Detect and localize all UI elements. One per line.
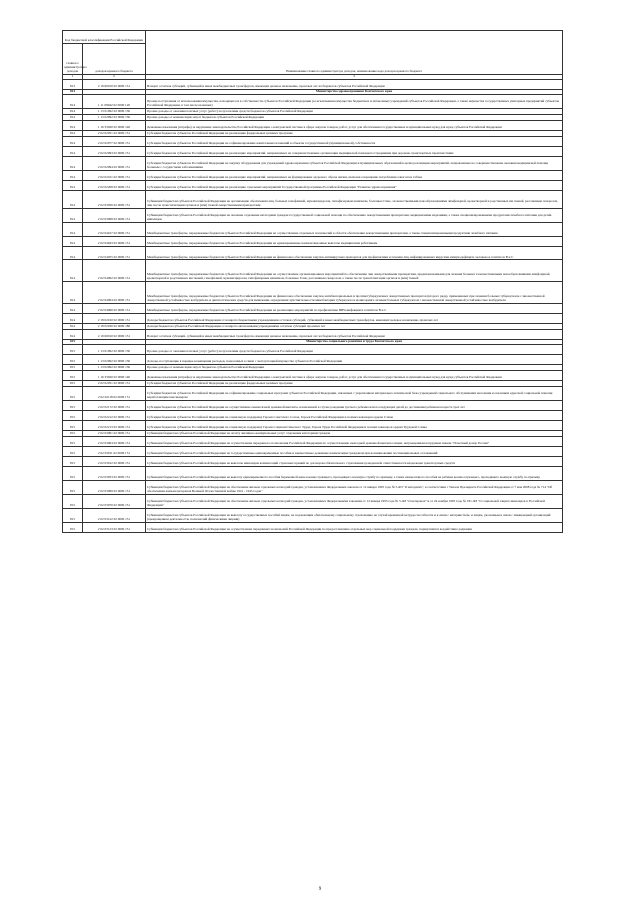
section-title: Министерство здравоохранения Камчатского края (146, 90, 563, 95)
admin-code-cell: 815 (63, 344, 83, 354)
revenue-name-cell: Межбюджетные трансферты, передаваемые бюджетам субъектов Российской Федерации на финансовое обеспечение закупок антивирусных препаратов для профилактики и лечения лиц, инфицированных вирусами иммунодефицита человека и гепатитов В и С (146, 246, 563, 260)
revenue-administrators-table (62, 30, 563, 533)
revenue-name-cell: Прочие доходы от компенсации затрат бюджетов субъектов Российской Федерации (146, 364, 563, 370)
table-row (63, 508, 563, 522)
revenue-code-cell: 2 02 03068 02 0000 151 (83, 208, 146, 222)
revenue-name-cell: Денежные взыскания (штрафы) за нарушение законодательства Российской Федерации о контрактной системе в сфере закупок товаров, работ, услуг для обеспечения государственных и муниципальных нужд для нужд субъектов Российской Федерации (146, 120, 563, 130)
revenue-name-cell: Субсидии бюджетам субъектов Российской Федерации на реализацию мероприятий, направленных на формирование здорового образа жизни, включая сокращение потребления алкоголя и табака (146, 170, 563, 180)
revenue-code-cell: 2 02 02093 02 0000 151 (83, 147, 146, 157)
admin-code-cell: 815 (63, 456, 83, 466)
revenue-code-cell: 2 02 03123 02 0000 151 (83, 522, 146, 532)
revenue-code-cell: 2 02 04017 02 0000 151 (83, 222, 146, 236)
revenue-name-cell: Межбюджетные трансферты, передаваемые бюджетам субъектов Российской Федерации на осуществление отдельных полномочий в области обеспечения лекарственными препаратами, а также специализированными продуктами лечебного питания (146, 222, 563, 236)
revenue-name-cell: Возврат остатков субсидий, субвенций и иных межбюджетных трансфертов, имеющих целевое назначение, прошлых лет из бюджетов субъектов Российской Федерации (146, 80, 563, 90)
table-row (63, 120, 563, 130)
admin-code-cell: 815 (63, 446, 83, 456)
admin-code-cell: 815 (63, 400, 83, 410)
revenue-code-cell: 1 13 01992 02 0000 130 (83, 344, 146, 354)
admin-code-cell: 815 (63, 354, 83, 364)
table-row (63, 282, 563, 304)
revenue-code-cell: 2 19 60010 02 0000 151 (83, 329, 146, 339)
table-row (63, 480, 563, 494)
revenue-code-cell: 2 02 03011 02 0000 151 (83, 446, 146, 456)
table-row (63, 344, 563, 354)
table-row (63, 446, 563, 456)
table-row (63, 522, 563, 532)
table-row (63, 137, 563, 147)
table-row (63, 370, 563, 380)
revenue-name-cell: Денежные взыскания (штрафы) за нарушение законодательства Российской Федерации о контрактной системе в сфере закупок товаров, работ, услуг для обеспечения государственных и муниципальных нужд для нужд субъектов Российской Федерации (146, 370, 563, 380)
revenue-code-cell: 2 02 04043 02 0000 151 (83, 236, 146, 246)
revenue-code-cell: 2 02 02172 02 0000 151 (83, 400, 146, 410)
revenue-name-cell: Субсидии бюджетам субъектов Российской Федерации на софинансирование капитальных вложений в объекты государственной (муниципальной) собственности (146, 137, 563, 147)
admin-code-cell: 814 (63, 130, 83, 136)
revenue-code-cell: 2 02 03070 02 0000 151 (83, 494, 146, 508)
revenue-name-cell: Субвенции бюджетам субъектов Российской Федерации на осуществление переданных полномочий Российской Федерации по предоставлению отдельных мер социальной поддержки граждан, подвергшихся воздействию радиации (146, 522, 563, 532)
admin-code-cell: 815 (63, 430, 83, 436)
table-row (63, 466, 563, 480)
revenue-name-cell: Субсидии бюджетам субъектов Российской Федерации на реализацию мероприятий, направленных на совершенствование организации медицинской помощи пострадавшим при дорожно-транспортных происшествиях (146, 147, 563, 157)
revenue-name-cell: Субвенции бюджетам субъектов Российской Федерации на выплату государственных пособий лицам, не подлежащим обязательному социальному страхованию на случай временной нетрудоспособности и в связи с материнством, и лицам, уволенным в связи с ликвидацией организаций (прекращением деятельности, полномочий физическими лицами) (146, 508, 563, 522)
revenue-code-cell: 2 18 02030 02 0000 180 (83, 323, 146, 329)
admin-code-cell: 815 (63, 370, 83, 380)
table-row (63, 410, 563, 420)
revenue-code-cell: 2 02 03056 02 0000 151 (83, 190, 146, 208)
table-row (63, 94, 563, 108)
bcc-group-header: Код бюджетной классификации Российской Федерации (63, 31, 146, 44)
revenue-name-cell: Субвенции бюджетам субъектов Российской Федерации на организацию обеспечения лиц, больных гемофилией, муковисцидозом, гипофизарным нанизмом, болезнью Гоше, злокачественными новообразованиями лимфоидной, кроветворной и родственных им тканей, рассеянным склерозом, лиц после трансплантации органов и (или) тканей лекарственными препаратами (146, 190, 563, 208)
revenue-code-cell: 2 02 02101 02 0000 151 (83, 170, 146, 180)
revenue-name-cell: Субвенции бюджетам субъектов Российской Федерации на выплату единовременного пособия беременной жене военнослужащего, проходящего военную службу по призыву, а также ежемесячного пособия на ребенка военнослужащего, проходящего военную службу по призыву (146, 466, 563, 480)
admin-code-cell: 814 (63, 313, 83, 323)
admin-code-cell: 815 (63, 522, 83, 532)
revenue-name-cell: Прочие доходы от оказания платных услуг (работ) получателями средств бюджетов субъектов Российской Федерации (146, 344, 563, 354)
admin-code-cell: 814 (63, 180, 83, 190)
revenue-name-cell: Межбюджетные трансферты, передаваемые бюджетам субъектов Российской Федерации на финансовое обеспечение закупок антибактериальных и противотуберкулезных лекарственных препаратов (второго ряда), применяемых при лечении больных туберкулезом с множественной лекарственной устойчивостью возбудителя, и диагностических средств для выявления, определения чувствительности микобактерии туберкулеза и мониторинга лечения больных туберкулезом с множественной лекарственной устойчивостью возбудителя (146, 282, 563, 304)
table-row (63, 80, 563, 90)
page-number: 9 (318, 887, 322, 892)
section-title: Министерство социального развития и труда Камчатского края (146, 339, 563, 344)
column-number-3: 3 (146, 75, 563, 80)
admin-code-cell: 815 (63, 387, 83, 401)
admin-code-cell: 814 (63, 114, 83, 120)
revenue-code-cell: 2 02 02094 02 0000 151 (83, 157, 146, 171)
admin-code-cell: 813 (63, 80, 83, 90)
revenue-code-cell: 1 13 02992 02 0000 130 (83, 114, 146, 120)
table-row (63, 260, 563, 282)
revenue-name-cell: Субвенции бюджетам субъектов Российской Федерации на выплаты инвалидам компенсаций страховых премий по договорам обязательного страхования гражданской ответственности владельцев транспортных средств (146, 456, 563, 466)
revenue-code-cell: 2 02 03053 02 0000 151 (83, 466, 146, 480)
admin-code-cell: 815 (63, 436, 83, 446)
section-admin-code: 815 (63, 339, 83, 344)
admin-code-cell: 814 (63, 190, 83, 208)
admin-code-cell: 815 (63, 480, 83, 494)
revenue-code-cell: 2 02 02118 02 0000 151 (83, 387, 146, 401)
revenue-name-cell: Межбюджетные трансферты, передаваемые бюджетам субъектов Российской Федерации на осуществление организационных мероприятий по обеспечению лиц лекарственными препаратами, предназначенными для лечения больных злокачественными новообразованиями лимфоидной, кроветворной и родственных им тканей, гемофилией, муковисцидозом, гипофизарным нанизмом, болезнью Гоше, рассеянным склерозом, а также после трансплантации органов и (или) тканей (146, 260, 563, 282)
admin-code-cell: 814 (63, 208, 83, 222)
table-row (63, 456, 563, 466)
table-row (63, 170, 563, 180)
admin-column-header: главного администратора доходов (63, 44, 83, 75)
table-row (63, 494, 563, 508)
table-row (63, 313, 563, 323)
table-row (63, 387, 563, 401)
table-row (63, 354, 563, 364)
revenue-code-cell: 2 02 03004 02 0000 151 (83, 436, 146, 446)
column-number-2: 2 (83, 75, 146, 80)
table-row (63, 420, 563, 430)
admin-code-cell: 814 (63, 246, 83, 260)
admin-code-cell: 815 (63, 410, 83, 420)
revenue-name-cell: Доходы бюджетов субъектов Российской Федерации от возврата автономными учреждениями остатков субсидий прошлых лет (146, 323, 563, 329)
revenue-name-cell: Доходы бюджетов субъектов Российской Федерации от возврата бюджетными учреждениями остатков субсидий, субвенций и иных межбюджетных трансфертов, имеющих целевое назначение, прошлых лет (146, 313, 563, 323)
revenue-code-cell: 2 02 03001 02 0000 151 (83, 430, 146, 436)
admin-code-cell: 814 (63, 157, 83, 171)
revenue-code-cell: 2 02 04055 02 0000 151 (83, 246, 146, 260)
revenue-code-cell: 2 02 03069 02 0000 151 (83, 480, 146, 494)
name-column-header: Наименование главного администратора доходов, наименование кода доходов краевого бюджета (146, 31, 563, 75)
revenue-code-cell: 2 02 04064 02 0000 151 (83, 282, 146, 304)
admin-code-cell: 814 (63, 108, 83, 114)
revenue-code-cell: 2 18 02010 02 0000 151 (83, 313, 146, 323)
revenue-name-cell: Субсидии бюджетам субъектов Российской Федерации на осуществление ежемесячной денежной выплаты, назначаемой в случае рождения третьего ребенка или последующих детей до достижения ребенком возраста трех лет (146, 400, 563, 410)
section-admin-code: 814 (63, 90, 83, 95)
admin-code-cell: 815 (63, 364, 83, 370)
admin-code-cell: 814 (63, 222, 83, 236)
revenue-name-cell: Субвенции бюджетам субъектов Российской Федерации на оплату жилищно-коммунальных услуг отдельным категориям граждан (146, 430, 563, 436)
admin-code-cell: 814 (63, 303, 83, 313)
revenue-code-cell: 2 02 02051 02 0000 151 (83, 380, 146, 386)
table-row (63, 222, 563, 236)
table-row (63, 208, 563, 222)
table-row (63, 180, 563, 190)
revenue-name-cell: Прочие доходы от оказания платных услуг (работ) получателями средств бюджетов субъектов Российской Федерации (146, 108, 563, 114)
admin-code-cell: 814 (63, 170, 83, 180)
revenue-name-cell: Межбюджетные трансферты, передаваемые бюджетам субъектов Российской Федерации на реализацию мероприятий по профилактике ВИЧ-инфекции и гепатитов В и С (146, 303, 563, 313)
revenue-name-cell: Доходы, поступающие в порядке возмещения расходов, понесенных в связи с эксплуатацией имущества субъектов Российской Федерации (146, 354, 563, 364)
column-number-1: 1 (63, 75, 83, 80)
admin-code-cell: 814 (63, 260, 83, 282)
admin-code-cell: 815 (63, 420, 83, 430)
revenue-name-cell: Субсидии бюджетам субъектов Российской Федерации на софинансирование социальных программ субъектов Российской Федерации, связанных с укреплением материально-технической базы учреждений социального обслуживания населения и оказанием адресной социальной помощи неработающим пенсионерам (146, 387, 563, 401)
revenue-name-cell: Прочие доходы от компенсации затрат бюджетов субъектов Российской Федерации (146, 114, 563, 120)
revenue-code-cell: 1 13 01992 02 0000 130 (83, 108, 146, 114)
table-row (63, 236, 563, 246)
table-body (63, 80, 563, 533)
revenue-name-cell: Субсидии бюджетам субъектов Российской Федерации на реализацию федеральных целевых программ (146, 130, 563, 136)
table-row (63, 157, 563, 171)
revenue-name-cell: Возврат остатков субсидий, субвенций и иных межбюджетных трансфертов, имеющих целевое назначение, прошлых лет из бюджетов субъектов Российской Федерации (146, 329, 563, 339)
revenue-name-cell: Прочие поступления от использования имущества, находящегося в собственности субъектов Российской Федерации (за исключением имущества бюджетных и автономных учреждений субъектов Российской Федерации, а также имущества государственных унитарных предприятий субъектов Российской Федерации, в том числе казенных) (146, 94, 563, 108)
revenue-name-cell: Субвенции бюджетам субъектов Российской Федерации на осуществление переданного полномочия Российской Федерации по осуществлению ежегодной денежной выплаты лицам, награжденным нагрудным знаком "Почетный донор России" (146, 436, 563, 446)
table-row (63, 190, 563, 208)
revenue-code-cell: 1 16 33020 02 0000 140 (83, 120, 146, 130)
admin-code-cell: 814 (63, 147, 83, 157)
revenue-code-cell: 2 02 03012 02 0000 151 (83, 456, 146, 466)
admin-code-cell: 815 (63, 466, 83, 480)
revenue-code-cell: 2 02 02213 02 0000 151 (83, 420, 146, 430)
revenue-name-cell: Субсидии бюджетам субъектов Российской Федерации на социальную поддержку Героев Социалистического Труда, Героев Труда Российской Федерации и полных кавалеров ордена Трудовой Славы (146, 420, 563, 430)
revenue-name-cell: Субсидии бюджетам субъектов Российской Федерации на реализацию федеральных целевых программ (146, 380, 563, 386)
table-row (63, 147, 563, 157)
revenue-code-cell: 1 16 33020 02 0000 140 (83, 370, 146, 380)
admin-code-cell: 814 (63, 120, 83, 130)
admin-code-cell: 814 (63, 137, 83, 147)
admin-code-cell: 815 (63, 494, 83, 508)
revenue-code-cell: 2 19 60010 02 0000 151 (83, 80, 146, 90)
revenue-name-cell: Субвенции бюджетам субъектов Российской Федерации на обеспечение жильем отдельных категорий граждан, установленных Федеральными законами от 12 января 1995 года № 5-ФЗ "О ветеранах" и от 24 ноября 1995 года № 181-ФЗ "О социальной защите инвалидов в Российской Федерации" (146, 494, 563, 508)
revenue-name-cell: Субвенции бюджетам субъектов Российской Федерации на государственные единовременные пособия и ежемесячные денежные компенсации гражданам при возникновении поствакцинальных осложнений (146, 446, 563, 456)
revenue-code-cell: 2 02 02077 02 0000 151 (83, 137, 146, 147)
admin-code-cell: 814 (63, 94, 83, 108)
table-header (63, 31, 563, 80)
revenue-name-cell: Субсидии бюджетам субъектов Российской Федерации на реализацию отдельных мероприятий Государственной программы Российской Федерации "Развитие здравоохранения" (146, 180, 563, 190)
revenue-name-cell: Субсидии бюджетам субъектов Российской Федерации на закупку оборудования для учреждений здравоохранения субъектов Российской Федерации и муниципальных образований в целях реализации мероприятий, направленных на совершенствование оказания медицинской помощи больным с сосудистыми заболеваниями (146, 157, 563, 171)
table-row (63, 400, 563, 410)
revenue-code-cell: 2 02 02051 02 0000 151 (83, 130, 146, 136)
revenue-code-cell: 2 02 04066 02 0000 151 (83, 303, 146, 313)
revenue-name-cell: Субвенции бюджетам субъектов Российской Федерации на оказание отдельным категориям граждан государственной социальной помощи по обеспечению лекарственными препаратами, медицинскими изделиями, а также специализированными продуктами лечебного питания для детей-инвалидов (146, 208, 563, 222)
revenue-code-cell: 1 13 02062 02 0000 130 (83, 354, 146, 364)
admin-code-cell: 815 (63, 508, 83, 522)
admin-code-cell: 814 (63, 323, 83, 329)
revenue-code-cell: 2 02 02208 02 0000 151 (83, 180, 146, 190)
table-row (63, 303, 563, 313)
table-row (63, 329, 563, 339)
admin-code-cell: 815 (63, 380, 83, 386)
admin-code-cell: 814 (63, 282, 83, 304)
revenue-code-cell: 1 13 02992 02 0000 130 (83, 364, 146, 370)
revenue-code-cell: 2 02 02212 02 0000 151 (83, 410, 146, 420)
admin-code-cell: 814 (63, 236, 83, 246)
code-column-header: доходов краевого бюджета (83, 44, 146, 75)
revenue-name-cell: Межбюджетные трансферты, передаваемые бюджетам субъектов Российской Федерации на единовременные компенсационные выплаты медицинским работникам (146, 236, 563, 246)
admin-code-cell: 814 (63, 329, 83, 339)
table-row (63, 246, 563, 260)
revenue-name-cell: Субсидии бюджетам субъектов Российской Федерации на социальную поддержку Героев Советского Союза, Героев Российской Федерации и полных кавалеров ордена Славы (146, 410, 563, 420)
revenue-code-cell: 2 02 03122 02 0000 151 (83, 508, 146, 522)
table-row (63, 436, 563, 446)
revenue-code-cell: 2 02 04062 02 0000 151 (83, 260, 146, 282)
revenue-code-cell: 1 11 09042 02 0000 120 (83, 94, 146, 108)
revenue-name-cell: Субвенции бюджетам субъектов Российской Федерации на обеспечение жильем отдельных категорий граждан, установленных Федеральным законом от 12 января 1995 года № 5-ФЗ "О ветеранах", в соответствии с Указом Президента Российской Федерации от 7 мая 2008 года № 714 "Об обеспечении жильем ветеранов Великой Отечественной войны 1941 - 1945 годов" (146, 480, 563, 494)
